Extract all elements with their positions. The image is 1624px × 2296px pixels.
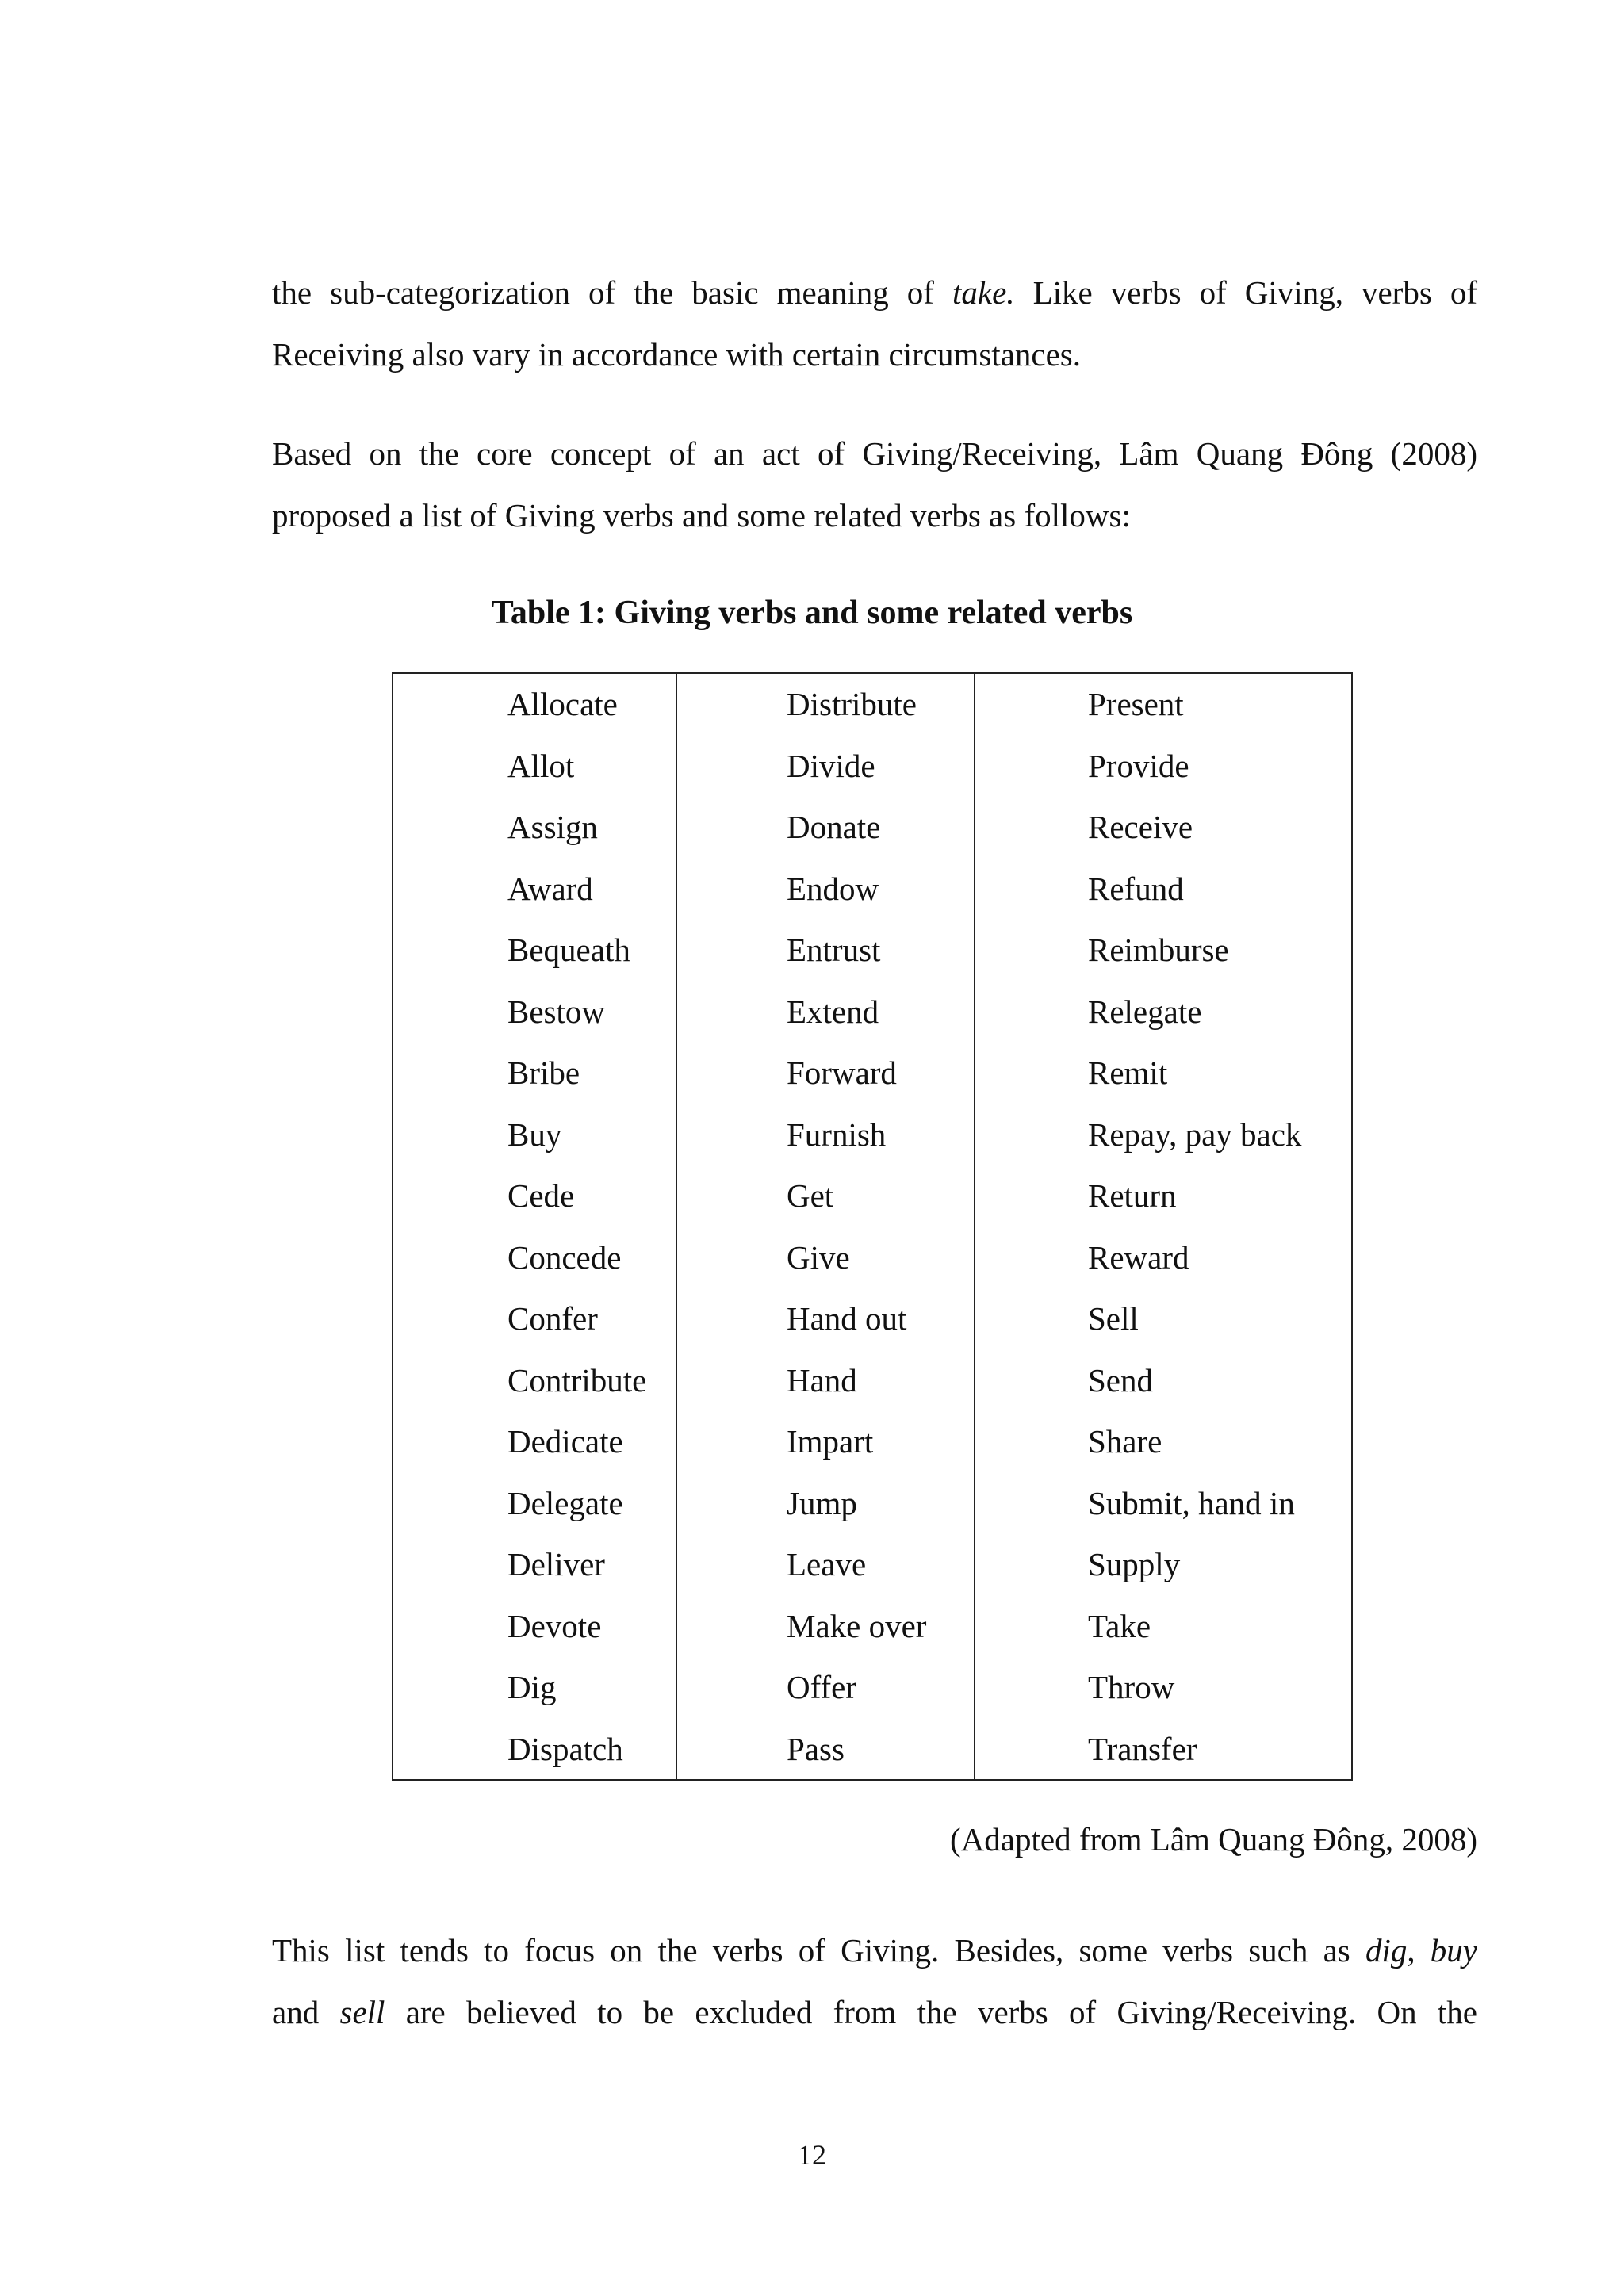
- table-cell: Forward: [787, 1054, 897, 1091]
- paragraph-3-line-1: [272, 1919, 1477, 1981]
- table-cell: Bequeath: [508, 932, 630, 968]
- table-cell: Deliver: [508, 1546, 605, 1582]
- paragraph-3-line-2: [272, 1981, 1477, 2043]
- table-cell: Extend: [787, 993, 879, 1030]
- table-column-2: [676, 674, 974, 1779]
- table-cell: Contribute: [508, 1361, 647, 1399]
- table-cell: Furnish: [787, 1115, 887, 1153]
- table-cell: Send: [1088, 1361, 1153, 1399]
- table-cell: Submit, hand in: [1088, 1484, 1295, 1521]
- table-cell: Distribute: [787, 686, 917, 722]
- table-cell: Leave: [787, 1546, 867, 1582]
- table-cell: Pass: [787, 1730, 845, 1767]
- italic-term: take.: [952, 274, 1015, 311]
- table-cell: Transfer: [1088, 1730, 1197, 1767]
- table-cell: Confer: [508, 1300, 598, 1337]
- table-cell: Offer: [787, 1669, 857, 1705]
- text-run: ,: [1407, 1932, 1431, 1969]
- verbs-table: [392, 672, 1353, 1781]
- paragraph-2: [272, 423, 1477, 546]
- paragraph-2-line-2: proposed a list of Giving verbs and some related verbs as follows:: [272, 497, 1131, 534]
- table-cell: Make over: [787, 1607, 927, 1644]
- table-cell: Dig: [508, 1669, 557, 1705]
- table-cell: Divide: [787, 747, 875, 784]
- table-cell: Return: [1088, 1177, 1177, 1214]
- table-cell: Repay, pay back: [1088, 1115, 1302, 1153]
- table-cell: Buy: [508, 1115, 562, 1153]
- table-cell: Supply: [1088, 1546, 1181, 1582]
- table-cell: Bestow: [508, 993, 605, 1030]
- table-cell: Throw: [1088, 1669, 1175, 1705]
- table-cell: Present: [1088, 686, 1184, 722]
- table-cell: Hand: [787, 1361, 857, 1399]
- table-cell: Relegate: [1088, 993, 1202, 1030]
- paragraph-1: [272, 262, 1477, 385]
- page-number: 12: [798, 2139, 826, 2171]
- table-column-1: [393, 674, 676, 1779]
- paragraph-2-line-1: Based on the core concept of an act of Giving/Receiving, Lâm Quang Đông (2008): [272, 435, 1477, 472]
- table-cell: Reimburse: [1088, 932, 1229, 968]
- table-cell: Jump: [787, 1484, 857, 1521]
- table-caption: Table 1: Giving verbs and some related verbs: [491, 595, 1133, 631]
- table-cell: Refund: [1088, 870, 1184, 907]
- table-cell: Provide: [1088, 747, 1189, 784]
- table-cell: Dedicate: [508, 1423, 623, 1460]
- table-cell: Reward: [1088, 1238, 1189, 1276]
- table-cell: Entrust: [787, 932, 881, 968]
- table-column-3: [974, 674, 1351, 1779]
- text-run: Like verbs of Giving, verbs of: [1014, 274, 1477, 311]
- table-cell: Get: [787, 1177, 834, 1214]
- table-cell: Share: [1088, 1423, 1162, 1460]
- table-cell: Endow: [787, 870, 879, 907]
- text-run: the sub-categorization of the basic meaning of: [272, 274, 952, 311]
- table-source-note: (Adapted from Lâm Quang Đông, 2008): [950, 1821, 1477, 1858]
- table-cell: Give: [787, 1238, 850, 1276]
- text-run: are believed to be excluded from the verbs of Giving/Receiving. On the: [385, 1994, 1477, 2030]
- italic-term: sell: [339, 1994, 385, 2030]
- paragraph-3: [272, 1919, 1477, 2043]
- text-run: This list tends to focus on the verbs of Giving. Besides, some verbs such as: [272, 1932, 1365, 1969]
- table-cell: Cede: [508, 1177, 575, 1214]
- table-cell: Receive: [1088, 809, 1193, 845]
- table-cell: Hand out: [787, 1300, 907, 1337]
- italic-term: dig: [1365, 1932, 1408, 1969]
- table-cell: Dispatch: [508, 1730, 623, 1767]
- italic-term: buy: [1430, 1932, 1477, 1969]
- table-cell: Allocate: [508, 686, 618, 722]
- table-cell: Donate: [787, 809, 881, 845]
- table-cell: Sell: [1088, 1300, 1139, 1337]
- table-cell: Concede: [508, 1238, 622, 1276]
- table-cell: Delegate: [508, 1484, 623, 1521]
- table-cell: Impart: [787, 1423, 874, 1460]
- table-cell: Take: [1088, 1607, 1151, 1644]
- text-run: and: [272, 1994, 340, 2030]
- table-cell: Award: [508, 870, 593, 907]
- table-cell: Remit: [1088, 1054, 1168, 1091]
- table-cell: Allot: [508, 747, 575, 784]
- paragraph-1-line-1: [272, 262, 1477, 323]
- table-cell: Devote: [508, 1607, 602, 1644]
- table-cell: Assign: [508, 809, 598, 845]
- paragraph-1-line-2: Receiving also vary in accordance with certain circumstances.: [272, 336, 1081, 373]
- table-cell: Bribe: [508, 1054, 580, 1091]
